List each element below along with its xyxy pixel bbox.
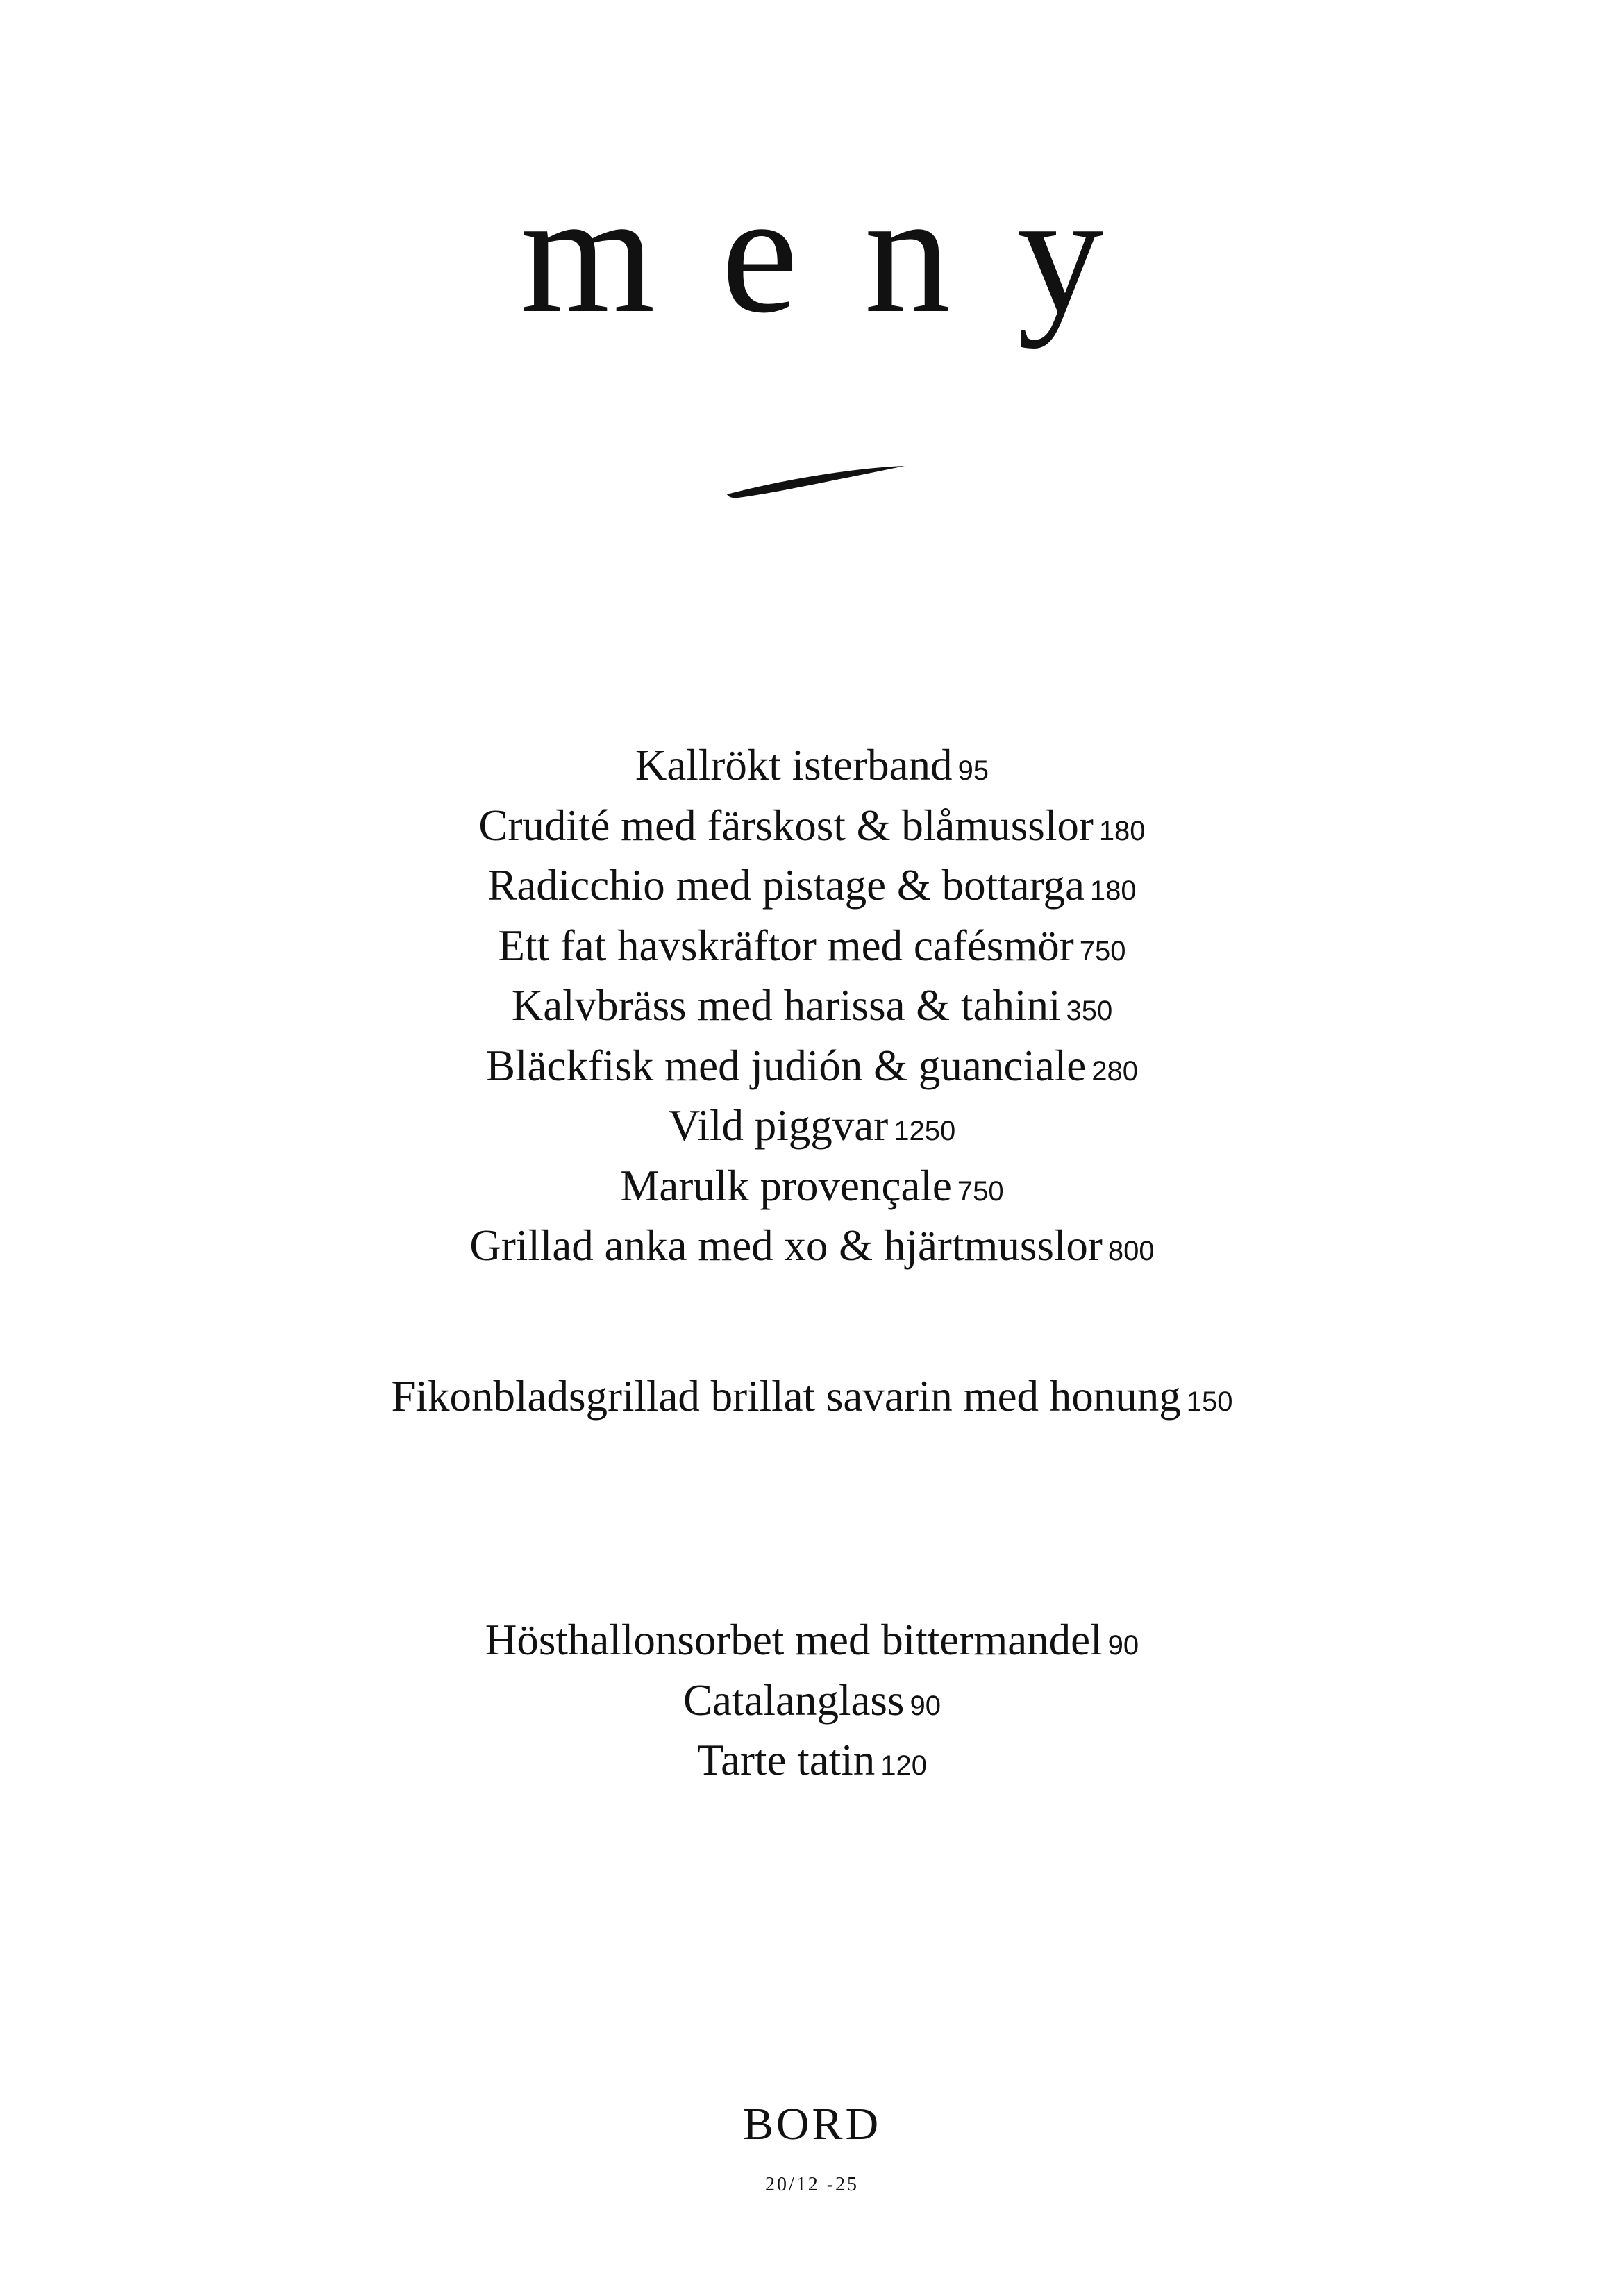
menu-item xyxy=(0,1159,1624,1219)
menu-item xyxy=(0,1098,1624,1159)
item-price: 800 xyxy=(1107,1236,1155,1266)
menu-section-desserts xyxy=(0,1613,1624,1793)
item-price: 95 xyxy=(957,755,989,786)
item-price: 1250 xyxy=(894,1116,956,1146)
menu-section-cheese xyxy=(0,1369,1624,1430)
item-name: Vild piggvar xyxy=(668,1101,889,1150)
item-name: Bläckfisk med judión & guanciale xyxy=(485,1041,1087,1090)
item-name: Fikonbladsgrillad brillat savarin med honung xyxy=(391,1372,1181,1421)
item-name: Hösthallonsorbet med bittermandel xyxy=(485,1616,1103,1664)
item-name: Marulk provençale xyxy=(620,1161,952,1210)
page-title: meny xyxy=(520,157,1170,349)
item-price: 750 xyxy=(957,1175,1004,1207)
menu-item xyxy=(0,1218,1624,1279)
menu-date: 20/12 -25 xyxy=(764,2174,860,2195)
item-name: Kalvbräss med harissa & tahini xyxy=(511,981,1061,1030)
menu-item xyxy=(0,1613,1624,1673)
menu-item xyxy=(0,1039,1624,1099)
menu-item xyxy=(0,1673,1624,1734)
menu-item xyxy=(0,858,1624,919)
item-price: 120 xyxy=(880,1750,927,1781)
item-price: 180 xyxy=(1098,815,1146,846)
item-price: 90 xyxy=(910,1690,941,1721)
menu-item xyxy=(0,738,1624,798)
item-name: Radicchio med pistage & bottarga xyxy=(487,861,1085,910)
item-price: 180 xyxy=(1089,875,1137,906)
item-name: Kallrökt isterband xyxy=(635,741,953,789)
item-price: 750 xyxy=(1079,935,1126,966)
menu-section-mains xyxy=(0,738,1624,1279)
restaurant-brand: BORD xyxy=(742,2099,882,2150)
item-price: 150 xyxy=(1186,1386,1233,1417)
item-name: Crudité med färskost & blåmusslor xyxy=(478,801,1094,850)
item-price: 280 xyxy=(1091,1055,1139,1087)
menu-item xyxy=(0,1369,1624,1430)
menu-item xyxy=(0,798,1624,859)
menu-item xyxy=(0,978,1624,1039)
item-name: Ett fat havskräftor med cafésmör xyxy=(498,921,1074,970)
item-price: 350 xyxy=(1066,996,1113,1026)
menu-item xyxy=(0,919,1624,979)
item-price: 90 xyxy=(1107,1630,1139,1661)
item-name: Tarte tatin xyxy=(697,1736,876,1784)
brush-stroke-icon xyxy=(726,464,906,498)
menu-item xyxy=(0,1733,1624,1793)
item-name: Catalanglass xyxy=(683,1675,905,1725)
item-name: Grillad anka med xo & hjärtmusslor xyxy=(469,1221,1103,1270)
